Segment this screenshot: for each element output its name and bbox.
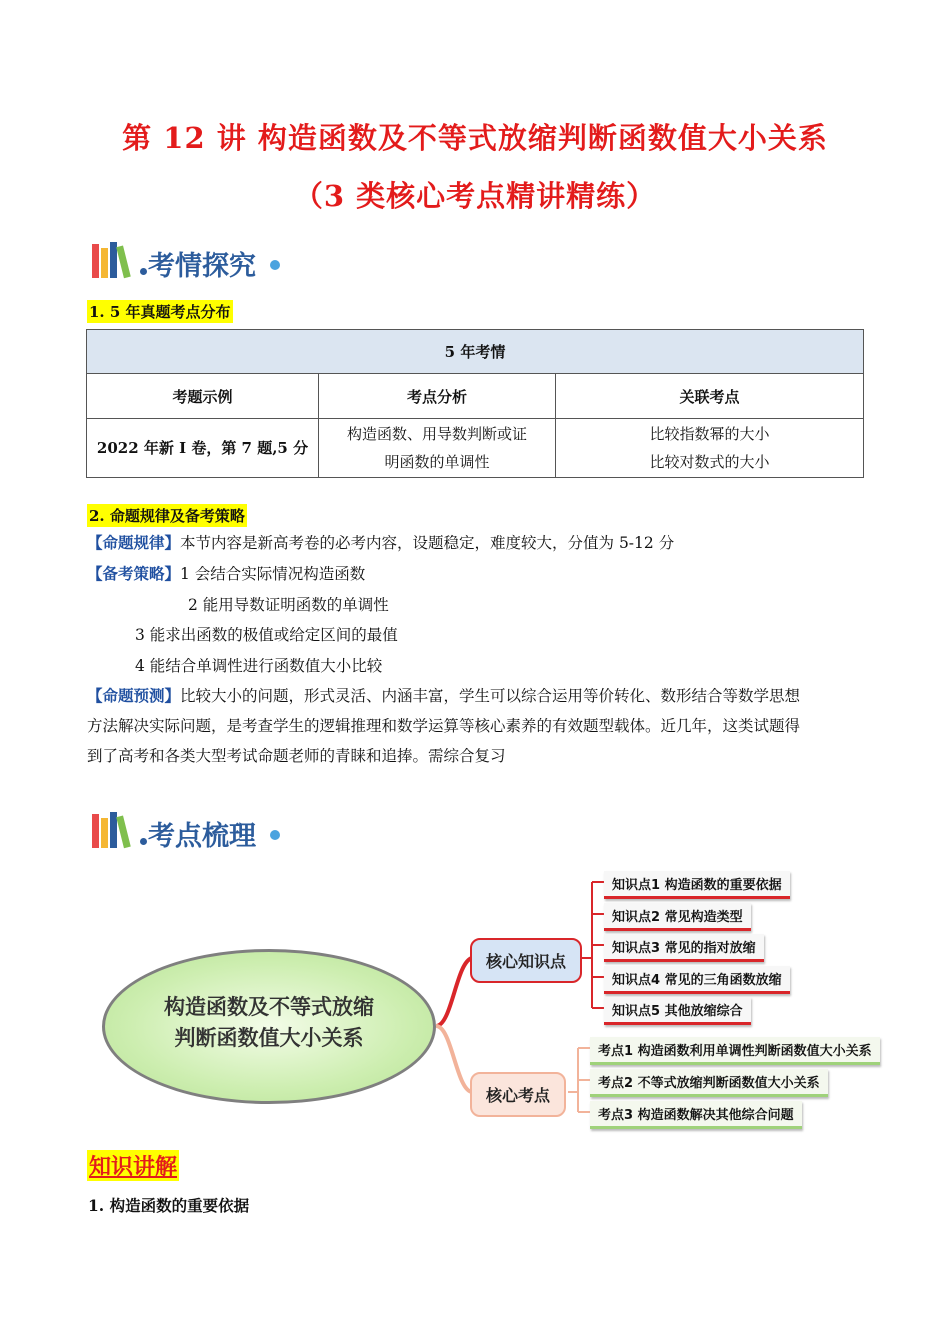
first-item-heading: 1. 构造函数的重要依据 [88,1196,250,1215]
strategy-item: 4 能结合单调性进行函数值大小比较 [135,657,383,675]
knowledge-node: 知识点3 常见的指对放缩 [604,934,764,962]
strategy-item: 2 能用导数证明函数的单调性 [188,596,389,614]
rule-tag: 【命题规律】 [87,533,181,552]
knowledge-node: 知识点5 其他放缩综合 [604,997,751,1025]
strategy-tag: 【备考策略】 [87,564,181,583]
subheading-strategy: 2. 命题规律及备考策略 [87,504,247,527]
section-title: 考情探究 [148,251,256,282]
center-line: 构造函数及不等式放缩 [164,995,374,1019]
section-title: 考点梳理 [148,821,256,852]
cell-line: 比较指数幂的大小 [649,425,770,443]
center-line: 判断函数值大小关系 [174,1026,364,1050]
knowledge-node: 知识点2 常见构造类型 [604,903,751,931]
point-node: 考点1 构造函数利用单调性判断函数值大小关系 [590,1037,880,1065]
strategy-item: 1 会结合实际情况构造函数 [180,565,366,583]
cell-line: 构造函数、用导数判断或证 [346,425,527,443]
point-node: 考点3 构造函数解决其他综合问题 [590,1101,802,1129]
forecast-line: 比较大小的问题，形式灵活、内涵丰富，学生可以综合运用等价转化、数形结合等数学思想 [180,687,801,705]
column-header: 考点分析 [319,374,556,419]
mindmap-center-text [102,992,436,1054]
forecast-line: 方法解决实际问题，是考查学生的逻辑推理和数学运算等核心素养的有效题型载体。近几年，这类试题得 [87,717,801,735]
column-header: 考题示例 [87,374,319,419]
forecast-tag: 【命题预测】 [87,686,181,705]
cell-line: 明函数的单调性 [384,453,490,471]
rule-text: 本节内容是新高考卷的必考内容，设题稳定，难度较大，分值为 5-12 分 [180,534,675,552]
knowledge-heading: 知识讲解 [87,1150,179,1181]
page-subtitle: （3 类核心考点精讲精练） [293,179,657,213]
hub-points: 核心考点 [470,1072,566,1117]
strategy-item: 3 能求出函数的极值或给定区间的最值 [135,626,398,644]
column-header: 关联考点 [556,374,864,419]
cell-line: 比较对数式的大小 [649,453,770,471]
knowledge-node: 知识点4 常见的三角函数放缩 [604,966,790,994]
subheading-distribution: 1. 5 年真题考点分布 [87,300,233,323]
table-caption: 5 年考情 [87,330,864,374]
knowledge-node: 知识点1 构造函数的重要依据 [604,871,790,899]
table-cell: 2022 年新 I 卷，第 7 题,5 分 [87,419,319,478]
point-node: 考点2 不等式放缩判断函数值大小关系 [590,1069,828,1097]
hub-knowledge: 核心知识点 [470,938,582,983]
page-title: 第 12 讲 构造函数及不等式放缩判断函数值大小关系 [122,121,828,155]
forecast-line: 到了高考和各类大型考试命题老师的青睐和追捧。需综合复习 [87,747,506,765]
